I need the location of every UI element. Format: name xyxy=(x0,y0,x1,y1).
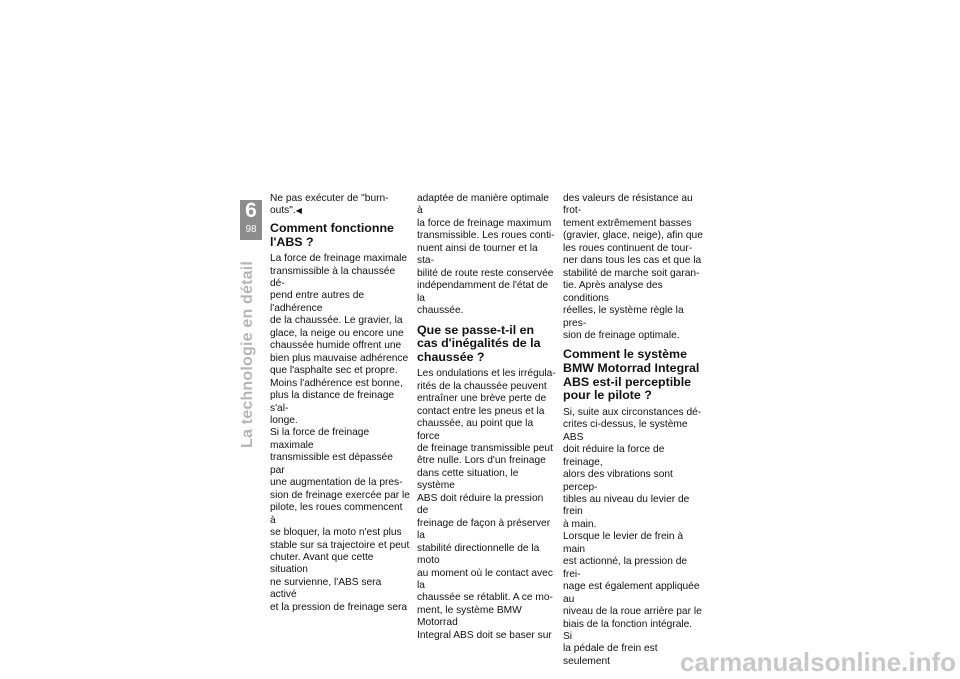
section-heading-abs: Comment fonctionne l'ABS ? xyxy=(270,220,394,249)
chapter-number: 6 xyxy=(245,199,257,222)
text-column-3 xyxy=(563,193,703,668)
intro-paragraph xyxy=(270,193,410,218)
section-end-marker-icon: ◀ xyxy=(295,206,302,216)
intro-text: Ne pas exécuter de "burn- outs". xyxy=(270,193,389,217)
paragraph: des valeurs de résistance au frot- tement extrêmement basses (gravier, glace, neige), afin que les roues continuent de tour- ner dans tous les cas et que la stabilité de marche soit garan- tie. Après analyse des conditions réelles, le système règle la pres- sion de freinage optimale. xyxy=(563,193,703,341)
paragraph: Lorsque le levier de frein à main est actionné, la pression de frei- nage est également appliquée au niveau de la roue arrière par le biais de la fonction intégrale. Si la pédale de frein est seulement xyxy=(563,531,702,667)
text-column-1 xyxy=(270,193,410,614)
section-heading-rider-perception: Comment le système BMW Motorrad Integral ABS est-il perceptible pour le pilote ? xyxy=(563,347,700,403)
watermark: carmanualsonline.info xyxy=(680,647,956,677)
paragraph: Si la force de freinage maximale transmissible est dépassée par une augmentation de la pres- sion de freinage exercée par le pilote, les roues commencent à se bloquer, la moto n'est plus stable sur sa trajectoire et peut chuter. Avant que cette situation ne survienne, l'ABS sera activé et la pression de freinage sera xyxy=(270,427,410,613)
paragraph: Les ondulations et les irrégula- rités de la chaussée peuvent entraîner une brève perte de contact entre les pneus et la chaussée, au point que la force de freinage transmissible peut être nulle. Lors d'un freinage dans cette situation, le système ABS doit réduire la pression de freinage de façon à préserver la stabilité directionnelle de la moto au moment où le contact avec la chaussée se rétablit. A ce mo- ment, le système BMW Motorrad Integral ABS doit se baser sur xyxy=(417,368,556,641)
chapter-title-vertical: La technologie en détail xyxy=(239,260,256,448)
paragraph: La force de freinage maximale transmissible à la chaussée dé- pend entre autres de l'adhérence de la chaussée. Le gravier, la glace, la neige ou encore une chaussée humide offrent une bien plus mauvaise adhérence que l'asphalte sec et propre. Moins l'adhérence est bonne, plus la distance de freinage s'al- longe. xyxy=(270,253,409,426)
section-heading-road-irregularities: Que se passe-t-il en cas d'inégalités de la chaussée ? xyxy=(417,322,541,364)
page-number: 98 xyxy=(245,224,257,235)
paragraph: Si, suite aux circonstances dé- crites ci-dessus, le système ABS doit réduire la force de freinage, alors des vibrations sont percep- tibles au niveau du levier de frein à main. xyxy=(563,406,702,530)
text-column-2 xyxy=(417,193,557,642)
paragraph: adaptée de manière optimale à la force de freinage maximum transmissible. Les roues conti- nuent ainsi de tourner et la sta- bilité de route reste conservée indépendamment de l'état de la chaussée. xyxy=(417,193,555,317)
